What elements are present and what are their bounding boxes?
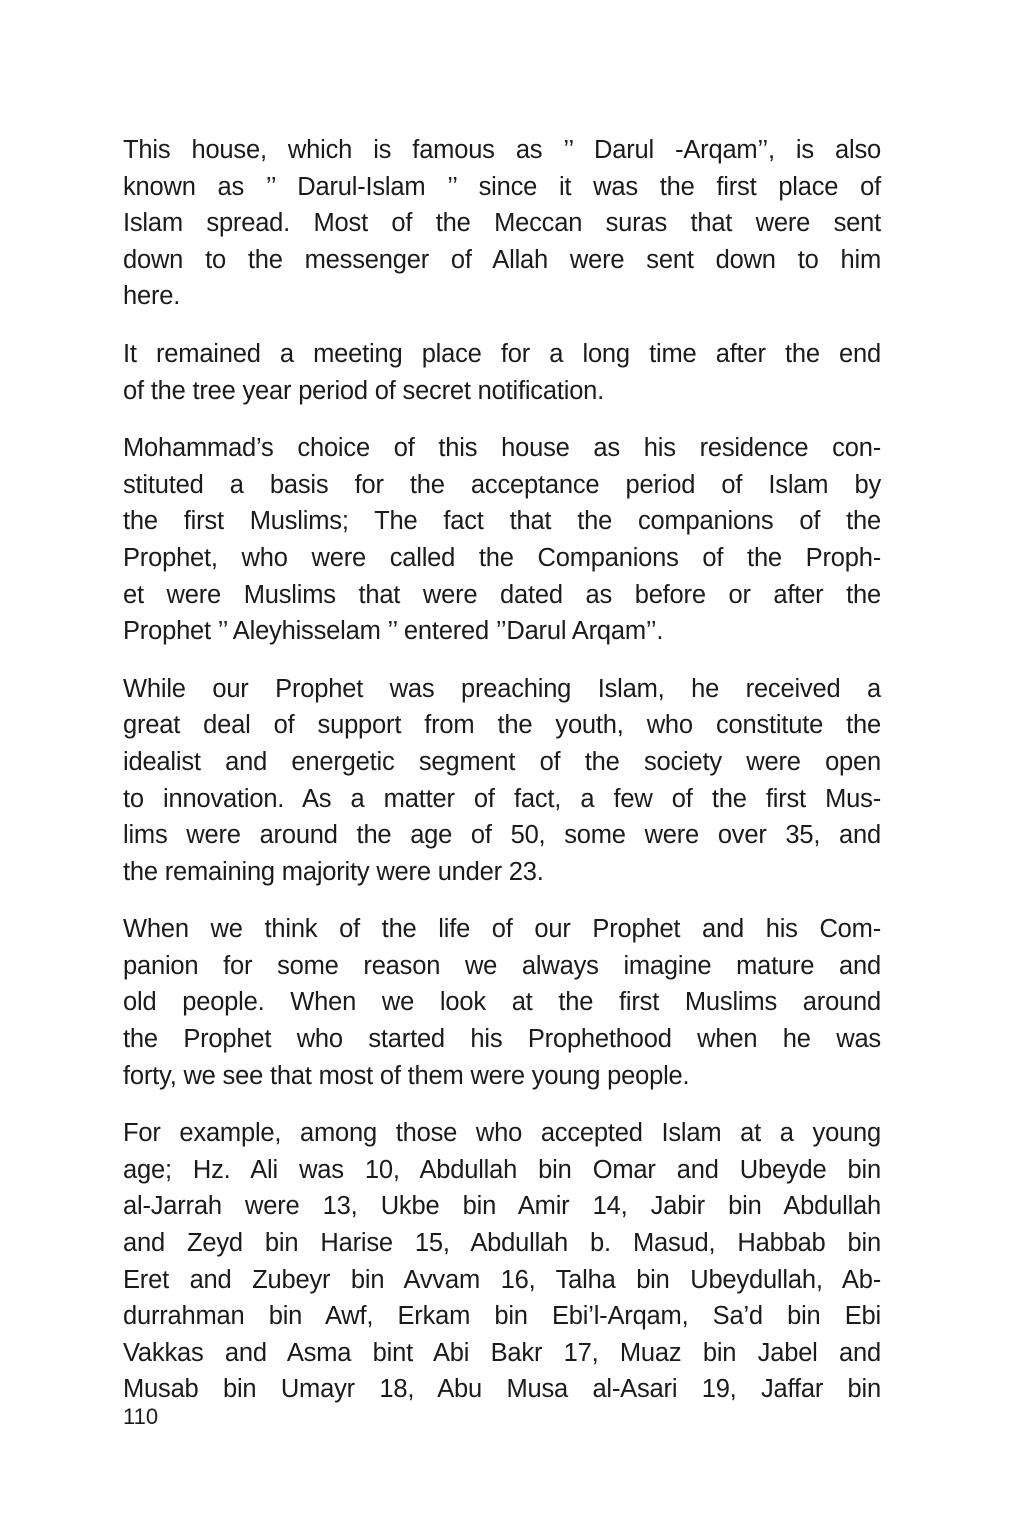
- text-line: Vakkas and Asma bint Abi Bakr 17, Muaz bin Jabel and: [123, 1338, 881, 1367]
- text-line: panion for some reason we always imagine mature and: [123, 951, 881, 980]
- text-line: stituted a basis for the acceptance period of Islam by: [123, 470, 881, 499]
- text-line: This house, which is famous as ’’ Darul -Arqam’’, is also: [123, 136, 881, 164]
- text-line: the Prophet who started his Prophethood when he was: [123, 1025, 881, 1054]
- page-number: 110: [123, 1404, 159, 1429]
- text-line: idealist and energetic segment of the society were open: [123, 747, 881, 776]
- paragraph: [123, 671, 881, 891]
- paragraph: [123, 1115, 881, 1408]
- text-line: Eret and Zubeyr bin Avvam 16, Talha bin Ubeydullah, Ab-: [123, 1265, 881, 1294]
- text-line: It remained a meeting place for a long time after the end: [123, 339, 881, 368]
- paragraph: [123, 430, 881, 650]
- text-line: Prophet, who were called the Companions of the Proph-: [123, 543, 881, 572]
- text-line: age; Hz. Ali was 10, Abdullah bin Omar and Ubeyde bin: [123, 1155, 881, 1184]
- text-line: great deal of support from the youth, who constitute the: [123, 711, 881, 740]
- text-line: Islam spread. Most of the Meccan suras that were sent: [123, 209, 881, 238]
- text-line: the remaining majority were under 23.: [123, 857, 544, 886]
- text-line: Musab bin Umayr 18, Abu Musa al-Asari 19, Jaffar bin: [123, 1375, 881, 1404]
- text-line: al-Jarrah were 13, Ukbe bin Amir 14, Jabir bin Abdullah: [123, 1192, 881, 1221]
- text-line: durrahman bin Awf, Erkam bin Ebi’l-Arqam, Sa’d bin Ebi: [123, 1302, 881, 1331]
- paragraph: [123, 132, 881, 315]
- paragraph: [123, 911, 881, 1094]
- text-line: Prophet ’’ Aleyhisselam ’’ entered ’’Darul Arqam’’.: [123, 617, 664, 646]
- text-line: known as ’’ Darul-Islam ’’ since it was the first place of: [123, 172, 881, 201]
- text-line: here.: [123, 282, 181, 311]
- text-block: [123, 132, 881, 1408]
- text-line: of the tree year period of secret notification.: [123, 376, 605, 405]
- text-line: forty, we see that most of them were young people.: [123, 1061, 690, 1090]
- text-line: the first Muslims; The fact that the companions of the: [123, 507, 881, 536]
- text-line: et were Muslims that were dated as before or after the: [123, 580, 881, 609]
- text-line: While our Prophet was preaching Islam, he received a: [123, 674, 881, 703]
- text-line: lims were around the age of 50, some were over 35, and: [123, 821, 881, 850]
- paragraph: [123, 336, 881, 409]
- text-line: For example, among those who accepted Islam at a young: [123, 1119, 881, 1148]
- text-line: to innovation. As a matter of fact, a few of the first Mus-: [123, 784, 881, 813]
- text-line: old people. When we look at the first Muslims around: [123, 988, 881, 1017]
- text-line: and Zeyd bin Harise 15, Abdullah b. Masud, Habbab bin: [123, 1229, 881, 1258]
- text-line: When we think of the life of our Prophet and his Com-: [123, 915, 881, 944]
- text-line: down to the messenger of Allah were sent down to him: [123, 245, 881, 274]
- text-line: Mohammad’s choice of this house as his residence con-: [123, 434, 881, 463]
